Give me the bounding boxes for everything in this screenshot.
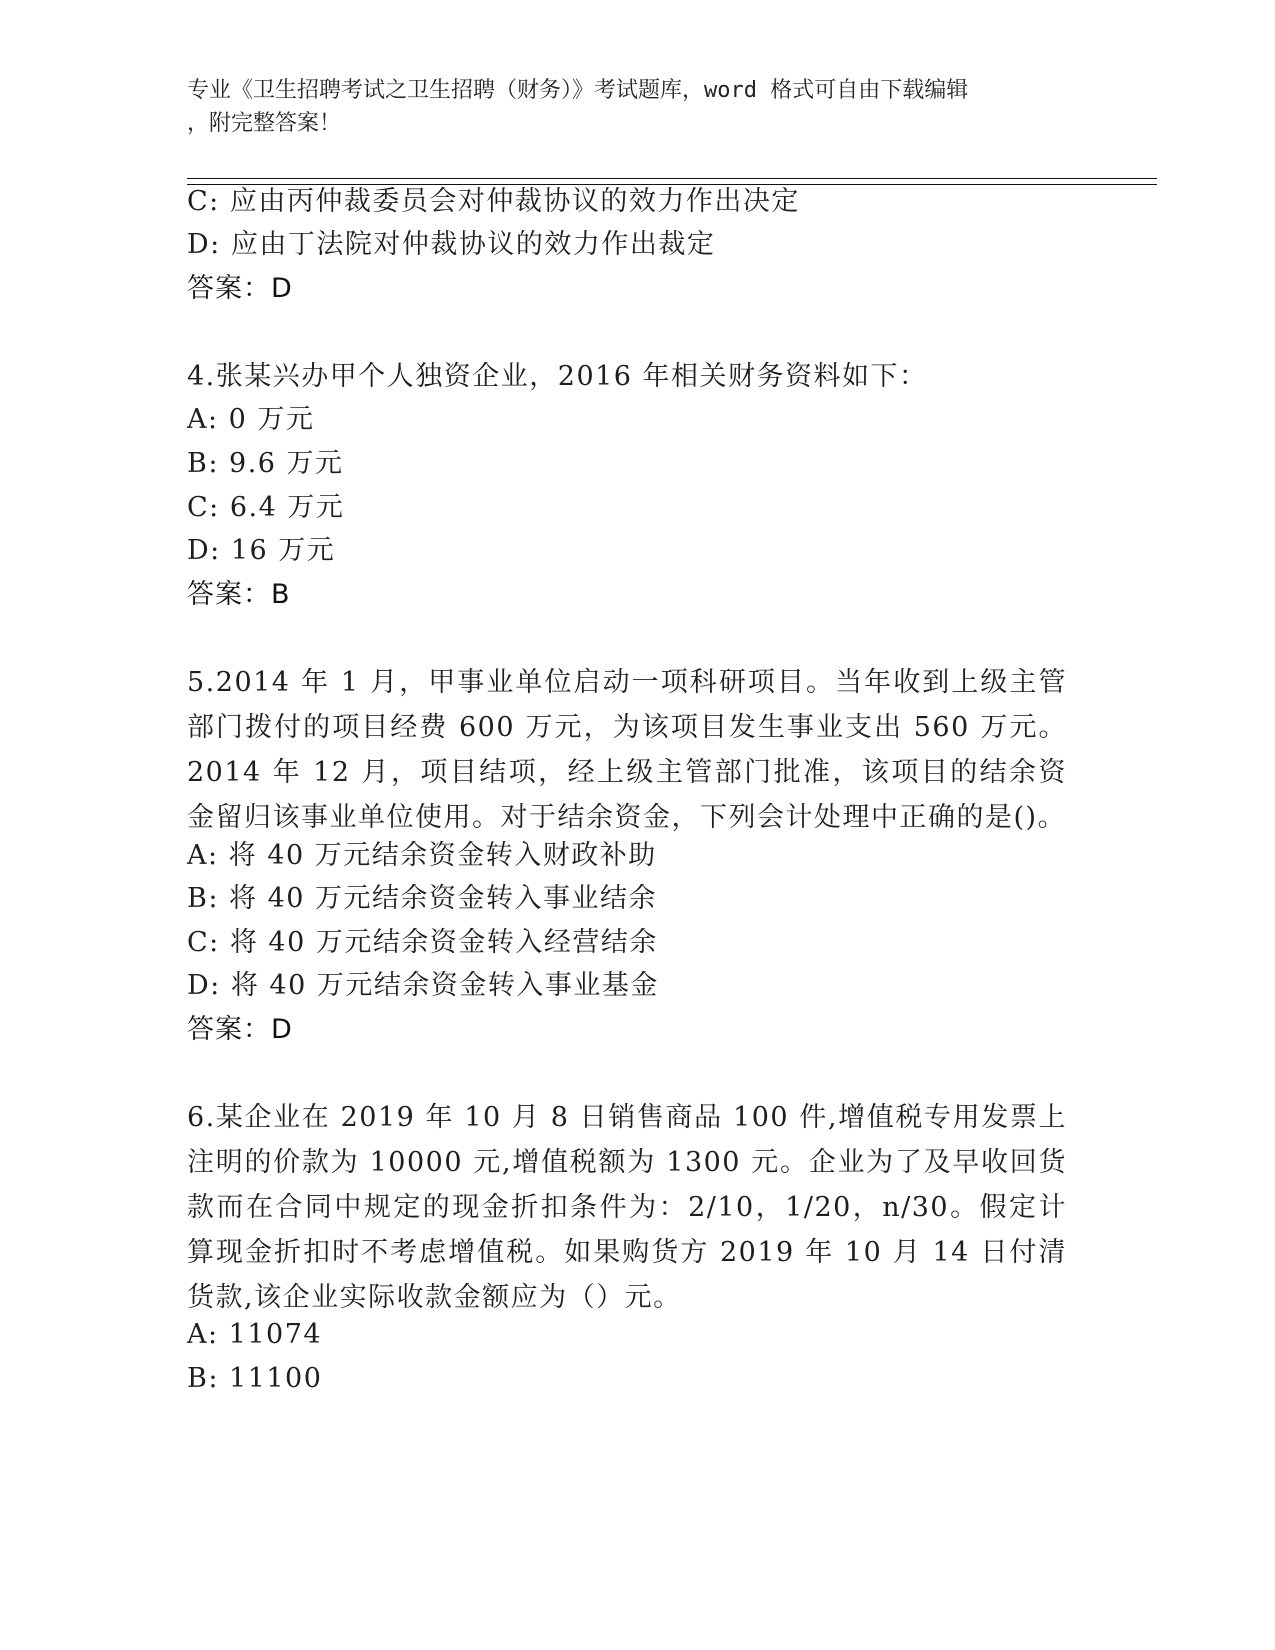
header-rule-top xyxy=(187,178,1157,179)
q3-option-d: D: 应由丁法院对仲裁协议的效力作出裁定 xyxy=(187,229,716,260)
q4-option-a: A: 0 万元 xyxy=(187,404,315,435)
q5-option-d: D: 将 40 万元结余资金转入事业基金 xyxy=(187,970,659,1001)
q3-answer: 答案：D xyxy=(187,273,293,304)
q4-option-c: C: 6.4 万元 xyxy=(187,492,345,523)
q6-option-b: B: 11100 xyxy=(187,1363,323,1394)
header-title: 专业《卫生招聘考试之卫生招聘（财务）》考试题库，word 格式可自由下载编辑 xyxy=(187,78,969,103)
q4-answer: 答案：B xyxy=(187,579,291,610)
q5-stem: 5.2014 年 1 月，甲事业单位启动一项科研项目。当年收到上级主管部门拨付的项目经费 600 万元，为该项目发生事业支出 560 万元。2014 年 12 月，项目结项，经上级主管部门批准，该项目的结余资金留归该事业单位使用。对于结余资金，下列会计处理中正确的是()。 xyxy=(187,667,1067,833)
q6-stem: 6.某企业在 2019 年 10 月 8 日销售商品 100 件,增值税专用发票上注明的价款为 10000 元,增值税额为 1300 元。企业为了及早收回货款而在合同中规定的现金折扣条件为：2/10，1/20，n/30。假定计算现金折扣时不考虑增值税。如果购货方 2019 年 10 月 14 日付清货款,该企业实际收款金额应为（）元。 xyxy=(187,1102,1067,1313)
q4-stem: 4.张某兴办甲个人独资企业，2016 年相关财务资料如下： xyxy=(187,361,928,392)
q4-option-d: D: 16 万元 xyxy=(187,535,336,566)
q5-option-b: B: 将 40 万元结余资金转入事业结余 xyxy=(187,883,658,914)
q5-option-c: C: 将 40 万元结余资金转入经营结余 xyxy=(187,927,658,958)
q5-answer: 答案：D xyxy=(187,1014,293,1045)
q4-option-b: B: 9.6 万元 xyxy=(187,448,344,479)
q6-option-a: A: 11074 xyxy=(187,1319,323,1350)
header-subtitle: ，附完整答案！ xyxy=(187,111,342,136)
document-header xyxy=(187,74,1067,140)
q3-option-c: C: 应由丙仲裁委员会对仲裁协议的效力作出决定 xyxy=(187,186,800,217)
q5-option-a: A: 将 40 万元结余资金转入财政补助 xyxy=(187,840,657,871)
